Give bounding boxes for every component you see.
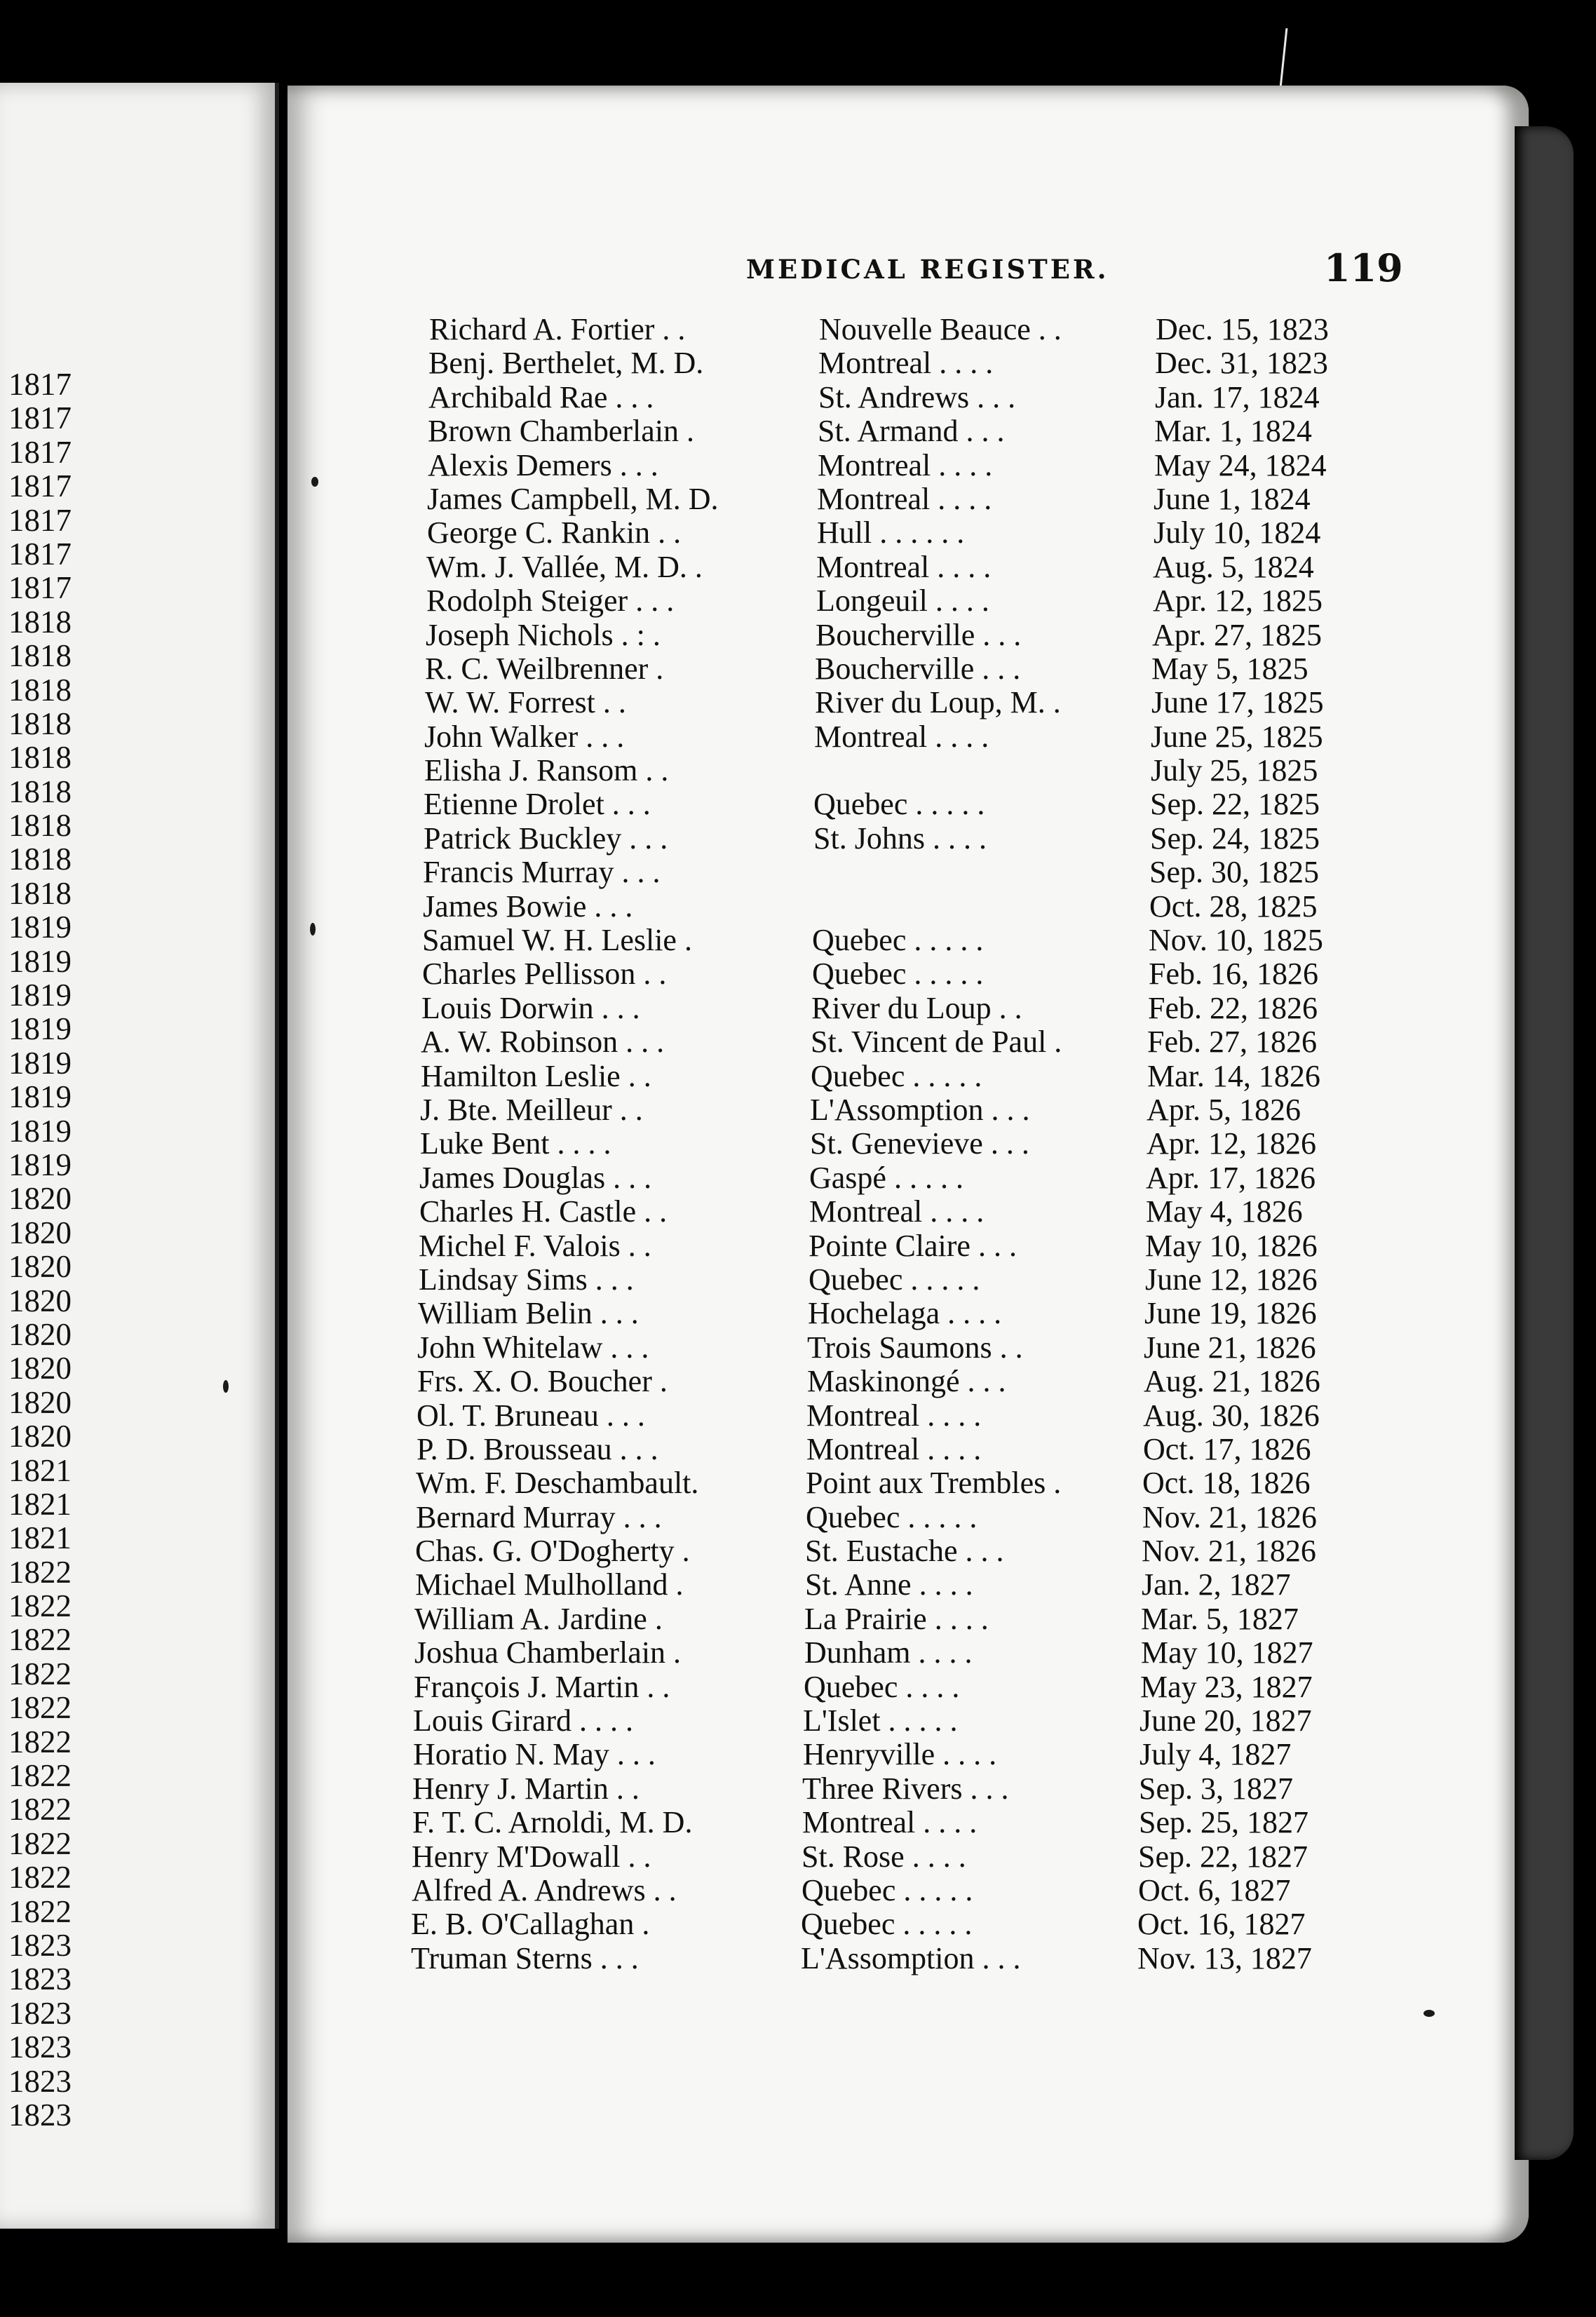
entry-name: George C. Rankin . . — [427, 515, 682, 550]
entry-name: Bernard Murray . . . — [416, 1499, 662, 1534]
left-year: 1822 — [8, 1825, 72, 1861]
register-entry — [422, 957, 1411, 991]
left-year: 1819 — [8, 910, 72, 945]
register-entry — [426, 619, 1411, 652]
left-year: 1817 — [8, 536, 72, 572]
entry-place: Montreal . . . . — [817, 481, 992, 516]
entry-place: St. Eustache . . . — [805, 1534, 1004, 1569]
entry-place: St. Armand . . . — [818, 414, 1005, 449]
entry-date: Aug. 21, 1826 — [1144, 1364, 1320, 1399]
left-year: 1818 — [8, 672, 72, 708]
left-year: 1823 — [8, 2063, 72, 2099]
left-year: 1822 — [8, 1554, 72, 1590]
ink-speck — [310, 923, 316, 935]
register-entry — [424, 720, 1411, 754]
entry-name: A. W. Robinson . . . — [421, 1025, 665, 1060]
left-year: 1821 — [8, 1520, 72, 1556]
left-year: 1819 — [8, 1011, 72, 1047]
entry-place: River du Loup . . — [811, 990, 1022, 1025]
entry-date: Sep. 22, 1827 — [1138, 1839, 1308, 1874]
left-year: 1819 — [8, 1045, 72, 1081]
entry-place: St. Anne . . . . — [805, 1567, 973, 1602]
entry-name: Henry M'Dowall . . — [412, 1839, 651, 1874]
register-entry — [419, 1263, 1411, 1297]
entry-name: Richard A. Fortier . . — [429, 312, 686, 346]
left-year: 1819 — [8, 1113, 72, 1149]
left-year: 1822 — [8, 1792, 72, 1828]
left-year: 1820 — [8, 1419, 72, 1454]
entry-date: Oct. 18, 1826 — [1142, 1466, 1311, 1501]
entry-name: Horatio N. May . . . — [413, 1737, 656, 1772]
entry-date: Oct. 28, 1825 — [1149, 889, 1318, 924]
entry-name: W. W. Forrest . . — [425, 685, 626, 720]
entry-place: St. Vincent de Paul . — [811, 1025, 1062, 1060]
register-entry — [426, 550, 1411, 584]
register-entry — [428, 449, 1411, 482]
entry-place: Hochelaga . . . . — [808, 1296, 1002, 1331]
entry-date: June 17, 1825 — [1151, 685, 1324, 720]
entry-place: L'Assomption . . . — [810, 1092, 1030, 1127]
entry-name: Francis Murray . . . — [423, 855, 661, 890]
entry-place: Gaspé . . . . . — [809, 1160, 963, 1195]
entry-name: Chas. G. O'Dogherty . — [415, 1534, 690, 1569]
left-year: 1818 — [8, 638, 72, 674]
entry-place: Quebec . . . . . — [812, 923, 984, 958]
entry-name: William Belin . . . — [418, 1296, 639, 1331]
entry-place: Nouvelle Beauce . . — [819, 312, 1062, 346]
left-year: 1822 — [8, 1656, 72, 1691]
entry-name: James Douglas . . . — [419, 1160, 652, 1195]
entry-name: Luke Bent . . . . — [420, 1126, 611, 1161]
register-entry — [427, 482, 1411, 516]
left-year: 1823 — [8, 1995, 72, 2031]
left-year: 1821 — [8, 1486, 72, 1522]
register-entry — [425, 686, 1411, 720]
left-year: 1819 — [8, 978, 72, 1013]
register-entry — [412, 1874, 1411, 1907]
left-year: 1817 — [8, 468, 72, 504]
entry-name: Etienne Drolet . . . — [424, 787, 651, 822]
entry-name: Rodolph Steiger . . . — [426, 583, 675, 619]
entry-place: Boucherville . . . — [815, 651, 1021, 686]
entry-place: Longeuil . . . . — [816, 583, 989, 619]
ink-speck — [1423, 2010, 1435, 2017]
entry-date: June 20, 1827 — [1139, 1703, 1312, 1738]
left-year: 1822 — [8, 1893, 72, 1929]
register-entry — [429, 313, 1411, 346]
left-year: 1820 — [8, 1181, 72, 1217]
entry-place: L'Assomption . . . — [801, 1940, 1021, 1975]
left-year: 1818 — [8, 808, 72, 844]
entry-name: Lindsay Sims . . . — [419, 1262, 634, 1297]
register-entry — [414, 1670, 1411, 1704]
register-entry — [417, 1433, 1411, 1466]
left-year: 1820 — [8, 1215, 72, 1250]
page-number: 119 — [1324, 245, 1403, 290]
entry-name: Hamilton Leslie . . — [421, 1058, 651, 1093]
register-entry — [421, 1060, 1411, 1093]
entry-name: John Whitelaw . . . — [417, 1330, 649, 1365]
entry-name: James Bowie . . . — [423, 889, 633, 924]
entry-place: Montreal . . . . — [806, 1431, 982, 1466]
entry-date: Feb. 16, 1826 — [1149, 957, 1318, 992]
entry-place: Hull . . . . . . — [817, 515, 965, 550]
register-entry — [414, 1636, 1411, 1670]
register-entry — [416, 1501, 1411, 1534]
entry-place: St. Genevieve . . . — [810, 1126, 1029, 1161]
entry-date: June 21, 1826 — [1144, 1330, 1316, 1365]
entry-place: River du Loup, M. . — [815, 685, 1061, 720]
entry-date: July 4, 1827 — [1139, 1737, 1292, 1772]
entry-name: François J. Martin . . — [414, 1669, 670, 1704]
entry-date: June 19, 1826 — [1144, 1296, 1317, 1331]
entry-place: Pointe Claire . . . — [809, 1228, 1017, 1263]
register-entry — [428, 381, 1411, 414]
entry-name: J. Bte. Meilleur . . — [420, 1092, 643, 1127]
entry-date: June 1, 1824 — [1154, 481, 1311, 516]
entry-date: Oct. 6, 1827 — [1138, 1872, 1291, 1907]
left-page-year-column — [8, 367, 72, 2132]
entry-date: Oct. 16, 1827 — [1137, 1907, 1306, 1942]
register-entry — [428, 414, 1411, 448]
entry-date: Sep. 30, 1825 — [1149, 855, 1319, 890]
left-year: 1818 — [8, 842, 72, 877]
register-entry — [424, 788, 1411, 821]
entry-name: E. B. O'Callaghan . — [411, 1907, 650, 1942]
entry-date: May 10, 1826 — [1145, 1228, 1318, 1263]
entry-date: Aug. 5, 1824 — [1153, 549, 1314, 584]
entry-date: May 24, 1824 — [1154, 447, 1327, 482]
register-entry — [418, 1297, 1411, 1330]
entry-name: Frs. X. O. Boucher . — [417, 1364, 668, 1399]
register-entry — [424, 754, 1411, 788]
left-year: 1817 — [8, 400, 72, 436]
entry-name: Alfred A. Andrews . . — [412, 1872, 677, 1907]
left-year: 1817 — [8, 434, 72, 470]
entry-name: Patrick Buckley . . . — [424, 820, 668, 856]
left-year: 1822 — [8, 1588, 72, 1624]
entry-name: Michel F. Valois . . — [419, 1228, 651, 1263]
left-year: 1819 — [8, 1147, 72, 1182]
entry-date: Mar. 5, 1827 — [1141, 1601, 1299, 1636]
entry-date: Jan. 17, 1824 — [1155, 379, 1320, 414]
ink-speck — [311, 477, 318, 487]
left-year: 1820 — [8, 1351, 72, 1386]
entry-date: Dec. 31, 1823 — [1155, 346, 1328, 381]
entry-place: Montreal . . . . — [802, 1805, 978, 1840]
entry-place: Quebec . . . . . — [801, 1907, 973, 1942]
left-year: 1819 — [8, 943, 72, 979]
entry-date: Nov. 10, 1825 — [1149, 923, 1323, 958]
register-entry — [422, 924, 1411, 957]
left-year: 1822 — [8, 1622, 72, 1658]
entry-place: Dunham . . . . — [804, 1635, 973, 1670]
entry-name: Benj. Berthelet, M. D. — [428, 346, 704, 381]
entry-date: May 23, 1827 — [1140, 1669, 1313, 1704]
left-year: 1818 — [8, 604, 72, 640]
entry-name: Archibald Rae . . . — [428, 379, 654, 414]
entry-date: Sep. 3, 1827 — [1139, 1771, 1293, 1806]
register-entry — [421, 992, 1411, 1025]
left-year: 1823 — [8, 2029, 72, 2065]
left-year: 1817 — [8, 502, 72, 538]
entry-place: L'Islet . . . . . — [803, 1703, 958, 1738]
entry-place: Quebec . . . . . — [806, 1499, 978, 1534]
register-entry — [423, 890, 1411, 924]
entry-name: Joseph Nichols . : . — [426, 617, 661, 652]
entry-place: Quebec . . . . — [804, 1669, 960, 1704]
entry-date: Mar. 14, 1826 — [1147, 1058, 1320, 1093]
register-entry — [423, 856, 1411, 889]
entry-name: James Campbell, M. D. — [427, 481, 719, 516]
entry-name: Louis Dorwin . . . — [421, 990, 640, 1025]
left-year: 1818 — [8, 774, 72, 809]
entry-date: May 4, 1826 — [1146, 1194, 1303, 1229]
entry-place: Quebec . . . . . — [809, 1262, 980, 1297]
register-entry — [424, 822, 1411, 856]
entry-name: Wm. J. Vallée, M. D. . — [426, 549, 703, 584]
entry-place: Henryville . . . . — [803, 1737, 997, 1772]
register-entry — [411, 1907, 1411, 1941]
register-entry — [428, 346, 1411, 380]
entry-place: Montreal . . . . — [818, 346, 994, 381]
entry-name: John Walker . . . — [424, 719, 625, 754]
entry-place: Quebec . . . . . — [813, 787, 985, 822]
register-entry — [417, 1399, 1411, 1433]
register-entry — [420, 1127, 1411, 1161]
entry-place: Quebec . . . . . — [811, 1058, 982, 1093]
left-year: 1820 — [8, 1249, 72, 1285]
entry-name: Ol. T. Bruneau . . . — [417, 1398, 645, 1433]
running-header: MEDICAL REGISTER. — [746, 254, 1109, 285]
left-year: 1822 — [8, 1758, 72, 1794]
entry-name: Samuel W. H. Leslie . — [422, 923, 692, 958]
left-year: 1822 — [8, 1860, 72, 1896]
entry-date: Nov. 21, 1826 — [1142, 1499, 1317, 1534]
entry-date: Nov. 21, 1826 — [1142, 1534, 1316, 1569]
left-year: 1820 — [8, 1283, 72, 1318]
left-year: 1817 — [8, 367, 72, 402]
entry-date: Feb. 27, 1826 — [1147, 1025, 1317, 1060]
register-entry — [417, 1331, 1411, 1365]
register-list — [411, 312, 1411, 1975]
left-year: 1822 — [8, 1724, 72, 1759]
register-entry — [413, 1704, 1411, 1738]
entry-date: Apr. 12, 1826 — [1147, 1126, 1316, 1161]
entry-date: Mar. 1, 1824 — [1154, 414, 1312, 449]
ink-speck — [223, 1380, 229, 1393]
left-year: 1819 — [8, 1079, 72, 1115]
register-entry — [419, 1195, 1411, 1229]
entry-date: Feb. 22, 1826 — [1148, 990, 1318, 1025]
entry-place: Montreal . . . . — [806, 1398, 982, 1433]
register-entry — [419, 1161, 1411, 1195]
entry-name: Truman Sterns . . . — [411, 1940, 639, 1975]
entry-date: Apr. 12, 1825 — [1153, 583, 1323, 619]
left-year: 1823 — [8, 2097, 72, 2133]
entry-name: Joshua Chamberlain . — [414, 1635, 682, 1670]
entry-place: Montreal . . . . — [814, 719, 989, 754]
entry-place: St. Andrews . . . — [818, 379, 1016, 414]
register-entry — [415, 1534, 1411, 1568]
entry-date: Oct. 17, 1826 — [1143, 1431, 1311, 1466]
register-entry — [419, 1229, 1411, 1263]
entry-name: Charles Pellisson . . — [422, 957, 667, 992]
entry-date: Sep. 24, 1825 — [1150, 820, 1320, 856]
entry-name: F. T. C. Arnoldi, M. D. — [412, 1805, 693, 1840]
register-entry — [414, 1602, 1411, 1636]
entry-name: William A. Jardine . — [414, 1601, 663, 1636]
entry-place: St. Rose . . . . — [802, 1839, 966, 1874]
left-year: 1818 — [8, 705, 72, 741]
left-year: 1818 — [8, 875, 72, 911]
entry-date: Sep. 22, 1825 — [1150, 787, 1320, 822]
entry-place: Montreal . . . . — [809, 1194, 985, 1229]
entry-date: Apr. 17, 1826 — [1146, 1160, 1316, 1195]
left-year: 1820 — [8, 1316, 72, 1352]
entry-date: Apr. 27, 1825 — [1152, 617, 1322, 652]
register-entry — [412, 1806, 1411, 1839]
entry-place: Maskinongé . . . — [807, 1364, 1006, 1399]
entry-place: Boucherville . . . — [816, 617, 1022, 652]
entry-name: Alexis Demers . . . — [428, 447, 658, 482]
register-entry — [413, 1738, 1411, 1771]
left-year: 1817 — [8, 570, 72, 606]
entry-date: May 10, 1827 — [1141, 1635, 1313, 1670]
register-entry — [421, 1025, 1411, 1059]
entry-place: Point aux Trembles . — [806, 1466, 1062, 1501]
entry-place: St. Johns . . . . — [813, 820, 987, 856]
register-entry — [427, 516, 1411, 550]
register-entry — [412, 1840, 1411, 1874]
left-year: 1821 — [8, 1452, 72, 1488]
entry-date: Dec. 15, 1823 — [1156, 312, 1329, 346]
register-entry — [426, 584, 1411, 618]
left-year: 1823 — [8, 1927, 72, 1963]
entry-date: June 25, 1825 — [1151, 719, 1323, 754]
entry-date: June 12, 1826 — [1145, 1262, 1318, 1297]
entry-date: July 10, 1824 — [1154, 515, 1321, 550]
register-entry — [425, 652, 1411, 686]
entry-name: Elisha J. Ransom . . — [424, 753, 669, 788]
register-entry — [411, 1942, 1411, 1975]
entry-place: Montreal . . . . — [818, 447, 993, 482]
entry-name: P. D. Brousseau . . . — [417, 1431, 658, 1466]
entry-name: R. C. Weilbrenner . — [425, 651, 664, 686]
book-edge — [1515, 126, 1574, 2160]
register-entry — [416, 1466, 1411, 1500]
entry-date: Nov. 13, 1827 — [1137, 1940, 1312, 1975]
left-year: 1818 — [8, 740, 72, 776]
entry-name: Charles H. Castle . . — [419, 1194, 668, 1229]
left-year: 1822 — [8, 1690, 72, 1726]
entry-place: La Prairie . . . . — [804, 1601, 989, 1636]
register-entry — [412, 1772, 1411, 1806]
entry-name: Louis Girard . . . . — [413, 1703, 634, 1738]
entry-date: May 5, 1825 — [1151, 651, 1308, 686]
entry-name: Brown Chamberlain . — [428, 414, 695, 449]
entry-date: Jan. 2, 1827 — [1142, 1567, 1291, 1602]
entry-date: Aug. 30, 1826 — [1143, 1398, 1320, 1433]
entry-place: Quebec . . . . . — [802, 1872, 973, 1907]
left-page — [0, 83, 279, 2229]
entry-date: July 25, 1825 — [1151, 753, 1318, 788]
entry-name: Michael Mulholland . — [415, 1567, 684, 1602]
entry-date: Apr. 5, 1826 — [1147, 1092, 1301, 1127]
entry-place: Three Rivers . . . — [802, 1771, 1009, 1806]
left-year: 1820 — [8, 1384, 72, 1420]
entry-place: Montreal . . . . — [816, 549, 992, 584]
register-entry — [415, 1568, 1411, 1602]
entry-date: Sep. 25, 1827 — [1139, 1805, 1308, 1840]
entry-place: Quebec . . . . . — [812, 957, 984, 992]
register-entry — [420, 1093, 1411, 1127]
entry-name: Henry J. Martin . . — [412, 1771, 640, 1806]
entry-name: Wm. F. Deschambault. — [416, 1466, 699, 1501]
entry-place: Trois Saumons . . — [807, 1330, 1023, 1365]
left-year: 1823 — [8, 1961, 72, 1997]
register-entry — [417, 1365, 1411, 1398]
